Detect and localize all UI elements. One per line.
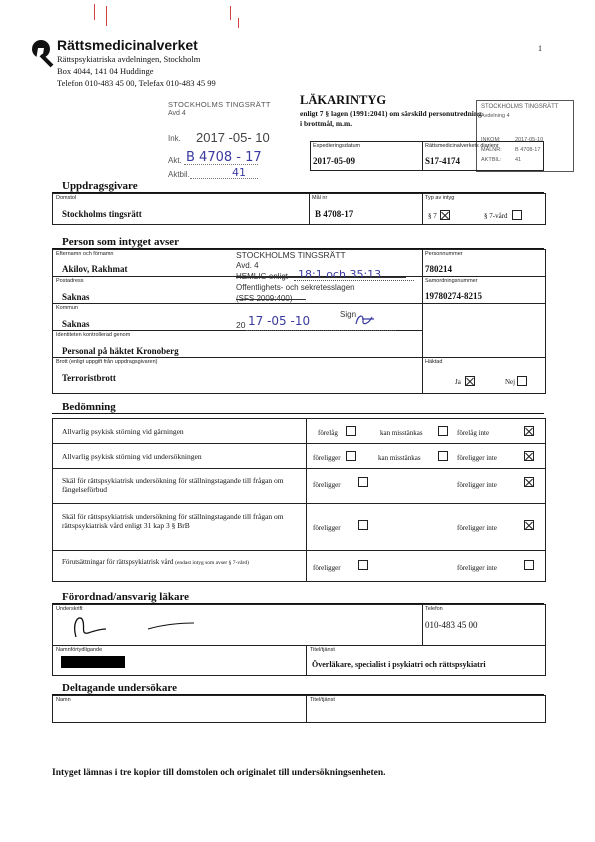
- diary-label: Rättsmedicinalverkets diarienr: [425, 143, 499, 149]
- assessment-row-5-text: [62, 558, 302, 568]
- address: Box 4044, 141 04 Huddinge: [57, 66, 154, 76]
- assessment-row-1-opt3-checkbox[interactable]: [524, 426, 534, 436]
- secrecy-date-underline: [246, 330, 396, 331]
- secrecy-date-hand: 17 -05 -10: [248, 314, 311, 328]
- assessment-row-2-opt3-checkbox[interactable]: [524, 451, 534, 461]
- physician-rule-inner: [52, 645, 545, 646]
- secrecy-court: STOCKHOLMS TINGSRÄTT: [236, 250, 346, 260]
- custody-yes-checkbox[interactable]: [465, 376, 475, 386]
- stamp-aktbil-underline: [190, 178, 258, 179]
- stamp-ink-date: 2017 -05- 10: [196, 130, 270, 145]
- doc-subtitle-2: i brottmål, m.m.: [300, 119, 353, 128]
- assessment-row-1-opt3: förelåg inte: [457, 429, 490, 437]
- pnr-label: Personnummer: [425, 251, 463, 257]
- assessment-row-5-opt1: föreligger: [313, 564, 341, 572]
- assessment-row-1-opt2: kan misstänkas: [380, 429, 423, 437]
- custody-no-checkbox[interactable]: [517, 376, 527, 386]
- secrecy-sign-label: Sign: [340, 310, 357, 319]
- custody-label: Häktad: [425, 359, 443, 365]
- stamp-aktbil-label: Aktbil.: [168, 170, 190, 179]
- physician-name-label: Namnförtydligande: [56, 647, 103, 653]
- court-value: Stockholms tingsrätt: [62, 209, 142, 219]
- assessment-row-3-opt1: föreligger: [313, 481, 341, 489]
- assessment-row-3-text: Skäl för rättspsykiatrisk undersökning för ställningstagande till frågan om fängelseförbud: [62, 476, 284, 494]
- assessment-row-3-opt1-checkbox[interactable]: [358, 477, 368, 487]
- secrecy-strike: [236, 277, 406, 278]
- person-rule-c: [422, 303, 545, 304]
- postal-label: Postadress: [56, 278, 84, 284]
- municipality-label: Kommun: [56, 305, 79, 311]
- right-stamp-aktbil-label: AKTBIL:: [481, 157, 502, 163]
- secrecy-hemlig-hand: 18:1 och 35:13: [298, 268, 382, 281]
- stamp-akt-label: Akt.: [168, 156, 182, 165]
- examiner-box: [52, 695, 546, 723]
- secrecy-hemlig: HEMLIG enligt: [236, 272, 289, 281]
- commissioner-title: Uppdragsgivare: [62, 180, 138, 192]
- assessment-row-5-opt1-checkbox[interactable]: [358, 560, 368, 570]
- secrecy-stamp: [236, 250, 416, 335]
- org-name: Rättsmedicinalverket: [57, 37, 198, 53]
- type-opt1-label: § 7: [428, 212, 437, 220]
- expedition-date-value: 2017-05-09: [313, 156, 355, 166]
- commissioner-divider-2: [422, 193, 423, 224]
- case-label: Mål nr: [312, 195, 328, 201]
- phone-line: Telefon 010-483 45 00, Telefax 010-483 45 99: [57, 78, 216, 88]
- punch-mark-1: [94, 4, 95, 20]
- custody-no-label: Nej: [505, 378, 516, 386]
- expedition-date-label: Expedieringsdatum: [313, 143, 361, 149]
- assessment-rule-4: [52, 550, 545, 551]
- person-title: Person som intyget avser: [62, 236, 180, 248]
- type-opt2-checkbox[interactable]: [512, 210, 522, 220]
- assessment-rule-3: [52, 503, 545, 504]
- assessment-row-5-main: Förutsättningar för rättspsykiatrisk vård: [62, 558, 174, 566]
- physician-signature: [66, 613, 206, 641]
- assessment-row-2-opt2: kan misstänkas: [378, 454, 421, 462]
- stamp-unit: Avd 4: [168, 110, 186, 117]
- postal-value: Saknas: [62, 292, 90, 302]
- assessment-row-4-opt3: föreligger inte: [457, 524, 497, 532]
- punch-mark-2: [106, 6, 107, 26]
- assessment-row-5-opt3: föreligger inte: [457, 564, 497, 572]
- doc-title: LÄKARINTYG: [300, 93, 387, 107]
- expedition-divider: [422, 141, 423, 170]
- physician-name-redacted: [61, 656, 125, 668]
- physician-title-label: Titel/tjänst: [310, 647, 335, 653]
- assessment-row-5-opt3-checkbox[interactable]: [524, 560, 534, 570]
- doc-subtitle-1: enligt 7 § lagen (1991:2041) om särskild personutredning: [300, 109, 482, 118]
- id-label: Identiteten kontrollerad genom: [56, 332, 131, 338]
- type-opt2-label: § 7-vård: [484, 212, 508, 220]
- type-label: Typ av intyg: [425, 195, 455, 201]
- assessment-row-2-opt1: föreligger: [313, 454, 341, 462]
- person-divider: [422, 249, 423, 393]
- examiner-title: Deltagande undersökare: [62, 682, 177, 694]
- examiner-name-label: Namn: [56, 697, 71, 703]
- secrecy-sfs: (SFS 2009:400): [236, 294, 293, 303]
- crime-label: Brott (enligt uppgift från uppdragsgivaren): [56, 359, 158, 365]
- secrecy-sign-initials: [354, 312, 376, 326]
- assessment-row-2-opt1-checkbox[interactable]: [346, 451, 356, 461]
- stamp-akt-value: B 4708 - 17: [186, 150, 262, 165]
- assessment-row-4-opt1-checkbox[interactable]: [358, 520, 368, 530]
- assessment-row-1-text: Allvarlig psykisk störning vid gärningen: [62, 427, 184, 436]
- physician-title: Förordnad/ansvarig läkare: [62, 591, 190, 603]
- secrecy-strike-2: [236, 299, 306, 300]
- right-stamp-court: STOCKHOLMS TINGSRÄTT: [481, 104, 559, 110]
- stamp-akt-underline: [184, 164, 258, 165]
- punch-mark-4: [238, 18, 239, 28]
- custody-yes-label: Ja: [455, 378, 461, 386]
- assessment-row-4-opt3-checkbox[interactable]: [524, 520, 534, 530]
- stamp-court: STOCKHOLMS TINGSRÄTT: [168, 100, 271, 109]
- secrecy-year-prefix: 20: [236, 320, 246, 330]
- pnr-value: 780214: [425, 264, 452, 274]
- footer-text: Intyget lämnas i tre kopior till domstolen och originalet till undersökningsenheten.: [52, 768, 386, 778]
- assessment-row-1-opt1: förelåg: [318, 429, 338, 437]
- stamp-aktbil-value: 41: [232, 166, 246, 179]
- assessment-row-3-opt3: föreligger inte: [457, 481, 497, 489]
- assessment-row-3-opt3-checkbox[interactable]: [524, 477, 534, 487]
- examiner-title-label: Titel/tjänst: [310, 697, 335, 703]
- stamp-ink-label: Ink.: [168, 134, 181, 143]
- rmv-logo: [30, 38, 56, 68]
- assessment-row-2-text: Allvarlig psykisk störning vid undersökningen: [62, 452, 202, 461]
- assessment-row-5-note: (endast intyg som avser § 7-vård): [175, 560, 249, 566]
- department: Rättspsykiatriska avdelningen, Stockholm: [57, 54, 201, 64]
- assessment-row-1-opt2-checkbox[interactable]: [438, 426, 448, 436]
- name-label: Efternamn och förnamn: [56, 251, 114, 257]
- physician-phone-label: Telefon: [425, 606, 443, 612]
- signature-label: Underskrift: [56, 606, 83, 612]
- physician-divider-2: [306, 645, 307, 675]
- right-stamp-mal-value: B 4708-17: [515, 147, 541, 153]
- punch-mark-3: [230, 6, 231, 20]
- crime-value: Terroristbrott: [62, 373, 116, 383]
- id-value: Personal på häktet Kronoberg: [62, 346, 179, 356]
- coord-value: 19780274-8215: [425, 291, 482, 301]
- assessment-row-1-opt1-checkbox[interactable]: [346, 426, 356, 436]
- diary-value: S17-4174: [425, 156, 461, 166]
- assessment-rule-2: [52, 468, 545, 469]
- examiner-divider: [306, 695, 307, 722]
- assessment-row-2-opt3: föreligger inte: [457, 454, 497, 462]
- assessment-title: Bedömning: [62, 401, 116, 413]
- assessment-row-4-opt1: föreligger: [313, 524, 341, 532]
- secrecy-law: Offentlighets- och sekretesslagen: [236, 283, 355, 292]
- court-stamp: [168, 100, 288, 190]
- court-label: Domstol: [56, 195, 77, 201]
- right-stamp-unit: Avdelning 4: [481, 113, 510, 119]
- assessment-row-2-opt2-checkbox[interactable]: [438, 451, 448, 461]
- physician-phone-value: 010-483 45 00: [425, 620, 478, 630]
- person-rule-e: [52, 357, 545, 358]
- right-stamp-aktbil-value: 41: [515, 157, 522, 163]
- assessment-rule: [52, 413, 544, 414]
- municipality-value: Saknas: [62, 319, 90, 329]
- secrecy-hemlig-underline: [294, 280, 414, 281]
- assessment-rule-1: [52, 443, 545, 444]
- page-number: 1: [538, 44, 542, 53]
- commissioner-divider-1: [309, 193, 310, 224]
- case-value: B 4708-17: [315, 209, 354, 219]
- physician-title-value: Överläkare, specialist i psykiatri och rättspsykiatri: [312, 660, 486, 669]
- name-value: Akilov, Rakhmat: [62, 264, 128, 274]
- assessment-row-4-text: Skäl för rättspsykiatrisk undersökning för ställningstagande till frågan om rättspsykiatrisk vård enligt 31 kap 3 § BrB: [62, 512, 284, 530]
- type-opt1-checkbox[interactable]: [440, 210, 450, 220]
- coord-label: Samordningsnummer: [425, 278, 478, 284]
- secrecy-unit: Avd. 4: [236, 261, 259, 270]
- right-stamp-mal-label: MÅLNR:: [481, 147, 502, 153]
- right-stamp-inkom-label: INKOM:: [481, 137, 501, 143]
- right-stamp-inkom-value: 2017-05-10: [515, 137, 544, 143]
- physician-divider-1: [422, 604, 423, 645]
